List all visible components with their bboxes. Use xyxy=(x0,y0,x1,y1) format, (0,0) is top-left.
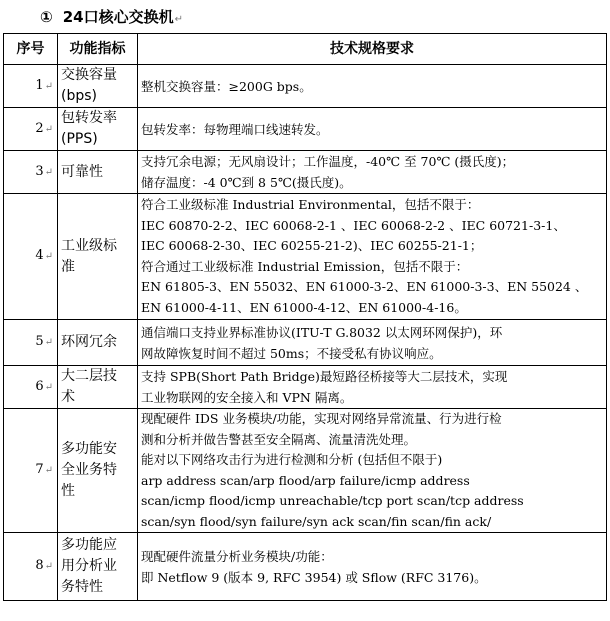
requirement-line: arp address scan/arp flood/arp failure/icmp address xyxy=(141,472,470,488)
function-name-line: 包转发率 xyxy=(61,110,117,126)
header-requirement: 技术规格要求 xyxy=(138,34,607,65)
heading-number: ① xyxy=(40,8,53,26)
requirement-line: IEC 60870-2-2、IEC 60068-2-1 、IEC 60068-2-2 、IEC 60721-3-1、 xyxy=(141,217,566,233)
requirement-line: 包转发率：每物理端口线速转发。 xyxy=(141,121,329,137)
requirement-line: EN 61000-4-11、EN 61000-4-12、EN 61000-4-16。 xyxy=(141,299,467,315)
table-row xyxy=(4,194,607,320)
row-index-value: 1 xyxy=(35,77,44,93)
row-requirement xyxy=(138,409,607,533)
row-function-name xyxy=(58,533,138,601)
table-header-row xyxy=(4,34,607,65)
function-name-line: 可靠性 xyxy=(61,163,103,180)
row-index-value: 8 xyxy=(35,558,44,573)
row-requirement xyxy=(138,194,607,320)
header-index: 序号 xyxy=(4,34,58,65)
function-name-line: 环网冗余 xyxy=(61,334,117,350)
paragraph-mark: ↵ xyxy=(44,123,53,135)
row-index-value: 6 xyxy=(35,378,44,394)
row-index xyxy=(4,409,58,533)
header-function: 功能指标 xyxy=(58,34,138,65)
row-function-name xyxy=(58,194,138,320)
table-row xyxy=(4,151,607,194)
function-name-line: 务特性 xyxy=(61,579,103,595)
row-index xyxy=(4,320,58,366)
function-name-line: (bps) xyxy=(61,88,97,104)
spec-table xyxy=(3,33,607,601)
row-index xyxy=(4,151,58,194)
row-function-name xyxy=(58,320,138,366)
requirement-line: 现配硬件 IDS 业务模块/功能，实现对网络异常流量、行为进行检 xyxy=(141,411,502,426)
paragraph-mark: ↵ xyxy=(44,80,53,92)
function-name-line: (PPS) xyxy=(61,131,98,147)
paragraph-mark: ↵ xyxy=(44,381,53,393)
section-heading xyxy=(40,6,183,27)
row-function-name xyxy=(58,409,138,533)
row-requirement xyxy=(138,533,607,601)
function-name-line: 用分析业 xyxy=(61,558,117,574)
row-requirement xyxy=(138,65,607,108)
requirement-line: 整机交换容量：≥200G bps。 xyxy=(141,78,312,94)
requirement-line: 网故障恢复时间不超过 50ms；不接受私有协议响应。 xyxy=(141,345,442,361)
row-function-name xyxy=(58,65,138,108)
function-name-line: 准 xyxy=(61,258,75,275)
function-name-line: 大二层技 xyxy=(61,368,117,384)
requirement-line: 储存温度：-4 0℃到 8 5℃(摄氏度)。 xyxy=(141,175,352,190)
paragraph-mark: ↵ xyxy=(44,337,53,348)
row-function-name xyxy=(58,151,138,194)
paragraph-mark: ↵ xyxy=(44,465,53,476)
row-requirement xyxy=(138,366,607,409)
requirement-line: 支持 SPB(Short Path Bridge)最短路径桥接等大二层技术，实现 xyxy=(141,369,508,384)
function-name-line: 交换容量 xyxy=(61,67,117,83)
row-function-name xyxy=(58,108,138,151)
requirement-line: EN 61805-3、EN 55032、EN 61000-3-2、EN 61000-3-3、EN 55024 、 xyxy=(141,279,588,294)
requirement-line: 现配硬件流量分析业务模块/功能： xyxy=(141,548,333,564)
row-index-value: 7 xyxy=(35,462,44,477)
paragraph-mark: ↵ xyxy=(174,14,183,25)
row-index-value: 3 xyxy=(35,163,44,179)
row-index-value: 2 xyxy=(35,120,44,136)
requirement-line: 即 Netflow 9 (版本 9, RFC 3954) 或 Sflow (RFC 3176)。 xyxy=(141,569,487,585)
function-name-line: 全业务特 xyxy=(61,462,117,478)
requirement-line: scan/syn flood/syn failure/syn ack scan/fin scan/fin ack/ xyxy=(141,513,492,529)
paragraph-mark: ↵ xyxy=(44,561,53,572)
table-row xyxy=(4,409,607,533)
row-requirement xyxy=(138,320,607,366)
table-row xyxy=(4,65,607,108)
row-requirement xyxy=(138,108,607,151)
row-function-name xyxy=(58,366,138,409)
requirement-line: 符合工业级标准 Industrial Environmental，包括不限于： xyxy=(141,197,480,212)
function-name-line: 多功能应 xyxy=(61,537,117,553)
function-name-line: 术 xyxy=(61,389,75,405)
row-index xyxy=(4,194,58,320)
function-name-line: 性 xyxy=(61,483,75,499)
requirement-line: 支持冗余电源；无风扇设计；工作温度，-40℃ 至 70℃ (摄氏度)； xyxy=(141,154,515,169)
requirement-line: 能对以下网络攻击行为进行检测和分析 (包括但不限于) xyxy=(141,452,443,467)
requirement-line: 符合通过工业级标准 Industrial Emission，包括不限于： xyxy=(141,258,469,274)
table-row xyxy=(4,320,607,366)
function-name-line: 工业级标 xyxy=(61,237,117,254)
requirement-line: 工业物联网的安全接入和 VPN 隔离。 xyxy=(141,390,353,405)
row-index-value: 4 xyxy=(35,248,44,263)
requirement-line: scan/icmp flood/icmp unreachable/tcp port scan/tcp address xyxy=(141,493,524,508)
row-requirement xyxy=(138,151,607,194)
heading-title: 24口核心交换机 xyxy=(62,8,174,26)
requirement-line: 通信端口支持业界标准协议(ITU-T G.8032 以太网环网保护)，环 xyxy=(141,324,503,340)
row-index-value: 5 xyxy=(35,334,44,349)
paragraph-mark: ↵ xyxy=(44,166,53,178)
table-row xyxy=(4,366,607,409)
requirement-line: 测和分析并做告警甚至安全隔离、流量清洗处理。 xyxy=(141,431,417,447)
row-index xyxy=(4,533,58,601)
row-index xyxy=(4,366,58,409)
row-index xyxy=(4,108,58,151)
function-name-line: 多功能安 xyxy=(61,441,117,457)
requirement-line: IEC 60068-2-30、IEC 60255-21-2)、IEC 60255-21-1； xyxy=(141,238,483,253)
table-row xyxy=(4,533,607,601)
paragraph-mark: ↵ xyxy=(44,251,53,262)
row-index xyxy=(4,65,58,108)
table-row xyxy=(4,108,607,151)
